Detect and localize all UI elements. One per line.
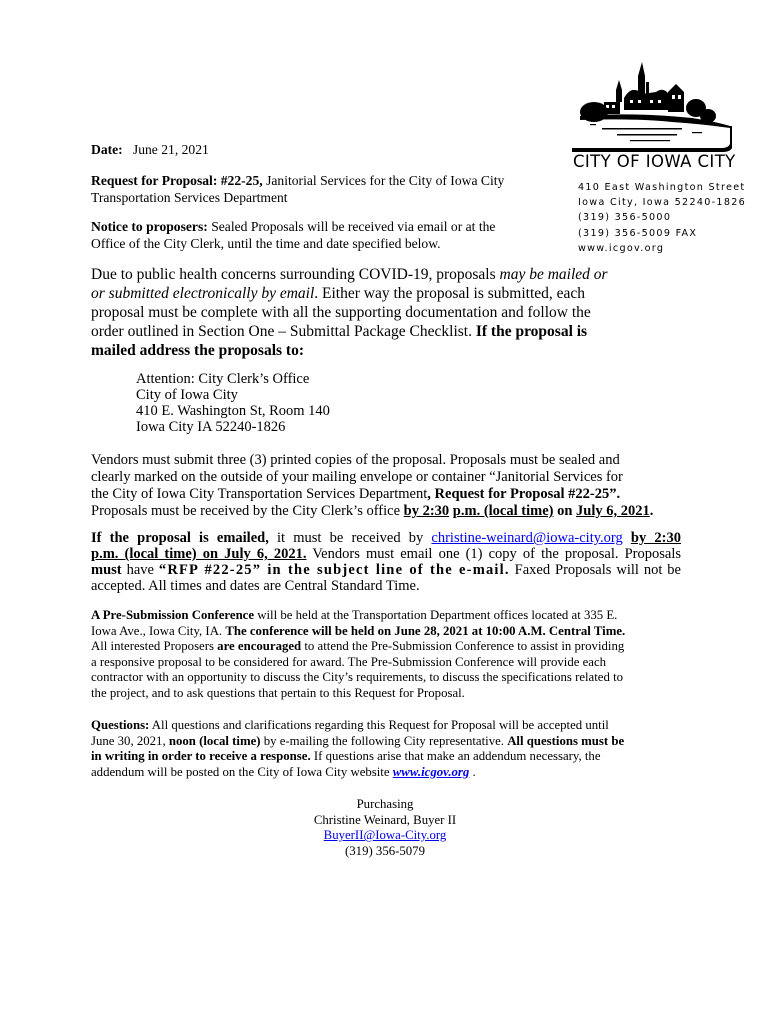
covid-text-4: order outlined in Section One – Submittal Package Checklist. xyxy=(91,323,476,340)
rfp-heading xyxy=(91,172,541,206)
covid-text: Due to public health concerns surrounding COVID-19, proposals xyxy=(91,266,500,283)
letterhead-address xyxy=(578,180,746,256)
letterhead-fax: (319) 356-5009 FAX xyxy=(578,227,698,239)
conference-bold: A Pre-Submission Conference xyxy=(91,608,255,622)
vendors-deadline-time: by 2:30 xyxy=(403,503,450,519)
questions-paragraph xyxy=(91,718,624,780)
covid-italic-2: or submitted electronically by email xyxy=(91,285,315,302)
conference-text-4: a responsive proposal to be considered for award. The Pre-Submission Conference will provide each xyxy=(91,654,607,669)
date-line xyxy=(91,141,209,158)
vendors-text-4: Proposals must be received by the City Clerk’s office xyxy=(91,503,404,519)
vendors-on: on xyxy=(553,503,577,519)
questions-text-4: addendum will be posted on the City of Iowa City website xyxy=(91,764,393,779)
letterhead-website: www.icgov.org xyxy=(578,242,665,254)
email-must: must xyxy=(91,562,122,578)
buyer-email-link[interactable]: BuyerII@Iowa-City.org xyxy=(323,828,447,843)
letterhead-org-name: CITY OF IOWA CITY xyxy=(573,152,736,171)
christine-email-link[interactable]: christine-weinard@iowa-city.org xyxy=(431,530,623,546)
vendors-paragraph xyxy=(91,452,653,520)
questions-text-2: June 30, 2021, xyxy=(91,733,169,748)
signature-block xyxy=(0,797,770,859)
covid-text-2: . Either way the proposal is submitted, each xyxy=(314,285,586,302)
date-label: Date: xyxy=(91,142,123,157)
conference-text-6: the project, and to ask questions that pertain to this Request for Proposal. xyxy=(91,685,465,700)
address-attention: Attention: City Clerk’s Office xyxy=(136,371,310,387)
email-text-2: Vendors must email one (1) copy of the proposal. Proposals xyxy=(306,546,681,562)
address-city-zip: Iowa City IA 52240-1826 xyxy=(136,419,286,435)
vendors-text-3: the City of Iowa City Transportation Services Department xyxy=(91,486,428,502)
vendors-text-1: Vendors must submit three (3) printed copies of the proposal. Proposals must be sealed and xyxy=(91,452,620,468)
conference-text-3b: to attend the Pre-Submission Conference to assist in providing xyxy=(301,639,625,654)
letterhead-phone: (319) 356-5000 xyxy=(578,212,672,224)
rfp-label: Request for Proposal: #22-25, xyxy=(91,173,263,188)
vendors-deadline-local: p.m. (local time) xyxy=(452,503,554,519)
vendors-period: . xyxy=(649,503,654,519)
city-skyline-logo-icon xyxy=(572,62,734,154)
signature-name: Christine Weinard, Buyer II xyxy=(313,812,457,827)
letterhead-street: 410 East Washington Street xyxy=(578,182,746,193)
conference-encouraged: are encouraged xyxy=(217,639,302,654)
email-text-1: it must be received by xyxy=(268,530,432,546)
covid-paragraph xyxy=(91,265,608,360)
date-value: June 21, 2021 xyxy=(132,142,209,157)
conference-text-5: contractor with an opportunity to discuss the City’s requirements, to discuss the specifications related to xyxy=(91,670,624,685)
conference-text-1: will be held at the Transportation Department offices located at 335 E. xyxy=(254,608,618,622)
email-have: have xyxy=(121,562,159,578)
email-deadline-time: by 2:30 xyxy=(630,530,681,546)
conference-text-3: All interested Proposers xyxy=(91,639,218,654)
address-street: 410 E. Washington St, Room 140 xyxy=(136,403,330,419)
conference-date-bold: The conference will be held on June 28, 2021 at 10:00 A.M. Central Time. xyxy=(225,623,626,638)
letterhead-city: Iowa City, Iowa 52240-1826 xyxy=(578,197,747,209)
questions-period: . xyxy=(469,764,476,779)
email-text-3: Faxed Proposals will not be xyxy=(509,562,681,578)
vendors-deadline-date: July 6, 2021 xyxy=(576,503,650,519)
spacer xyxy=(623,530,631,546)
email-text-4: accepted. All times and dates are Central Standard Time. xyxy=(91,578,420,594)
conference-text-2: Iowa Ave., Iowa City, IA. xyxy=(91,623,226,638)
questions-text-2b: by e-mailing the following City representative. xyxy=(260,733,508,748)
mailing-address xyxy=(136,371,330,435)
signature-phone: (319) 356-5079 xyxy=(345,843,425,858)
vendors-text-2: clearly marked on the outside of your mailing envelope or container “Janitorial Services for xyxy=(91,469,623,485)
covid-bold: If the proposal is xyxy=(475,323,588,340)
covid-text-3: proposal must be complete with all the supporting documentation and follow the xyxy=(91,304,591,321)
conference-paragraph xyxy=(91,608,625,702)
notice-text-2: Office of the City Clerk, until the time and date specified below. xyxy=(91,236,441,251)
covid-italic: may be mailed or xyxy=(499,266,608,283)
vendors-rfp-bold: , Request for Proposal #22-25”. xyxy=(427,486,621,502)
email-subject-line: “RFP #22-25” in the subject line of the e-mail. xyxy=(158,562,510,578)
notice-to-proposers xyxy=(91,218,541,252)
address-city-name: City of Iowa City xyxy=(136,387,238,403)
questions-bold-2: in writing in order to receive a response. xyxy=(91,749,311,764)
icgov-website-link[interactable]: www.icgov.org xyxy=(392,764,470,779)
email-lead-bold: If the proposal is emailed, xyxy=(91,530,269,546)
questions-text-1: All questions and clarifications regarding this Request for Proposal will be accepted until xyxy=(149,718,609,732)
email-submission-paragraph xyxy=(91,530,681,594)
questions-noon: noon (local time) xyxy=(168,733,261,748)
email-deadline-date: p.m. (local time) on July 6, 2021. xyxy=(91,546,307,562)
questions-label: Questions: xyxy=(91,718,150,732)
signature-dept: Purchasing xyxy=(356,797,414,811)
rfp-text: Janitorial Services for the City of Iowa City xyxy=(262,173,505,188)
notice-label: Notice to proposers: xyxy=(91,219,208,234)
notice-text: Sealed Proposals will be received via email or at the xyxy=(207,219,496,234)
rfp-text-2: Transportation Services Department xyxy=(91,190,288,205)
questions-bold: All questions must be xyxy=(507,733,625,748)
questions-text-3: If questions arise that make an addendum necessary, the xyxy=(310,749,601,764)
covid-bold-2: mailed address the proposals to: xyxy=(91,342,305,359)
